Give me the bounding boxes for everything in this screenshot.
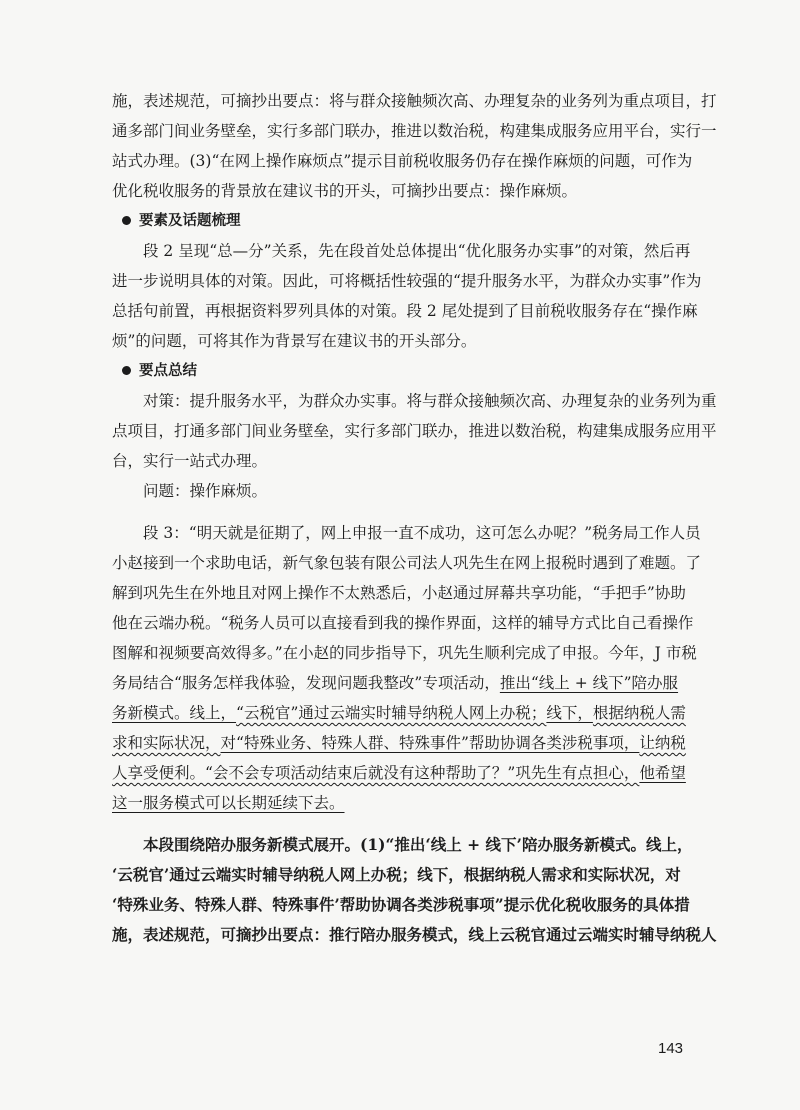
wavy-underlined-text: 求和实际状况， (112, 734, 221, 752)
underlined-text: 线上， (189, 704, 237, 722)
underlined-text: 他希望 (639, 764, 686, 782)
wavy-underlined-text: “云税官”通过云端实时辅导纳税人网上办税； (236, 704, 547, 722)
issue-line: 问题：操作麻烦。 (143, 482, 268, 500)
underlined-text: 推出“线上 + 线下”陪办服 (499, 674, 679, 692)
text-line (112, 788, 708, 818)
heading-text: 要点总结 (139, 363, 197, 379)
paragraph-block1 (112, 86, 717, 206)
text-line: 烦”的问题，可将其作为背景写在建议书的开头部分。 (112, 332, 477, 350)
text-line: 解到巩先生在外地且对网上操作不太熟悉后，小赵通过屏幕共享功能，“手把手”协助 (112, 584, 686, 602)
wavy-underlined-text: 根据纳税人需 (592, 704, 686, 722)
bullet-icon (122, 216, 131, 225)
heading-text: 要素及话题梳理 (139, 213, 241, 229)
paragraph-block3 (112, 386, 717, 506)
text-line (112, 728, 708, 758)
paragraph-block2 (112, 236, 708, 356)
text-line: 图解和视频要高效得多。”在小赵的同步指导下，巩先生顺利完成了申报。今年，J 市税 (112, 644, 697, 662)
bullet-icon (122, 366, 131, 375)
text-line: 施，表述规范，可摘抄出要点：推行陪办服务模式，线上云税官通过云端实时辅导纳税人 (112, 925, 717, 944)
text-line: 点项目，打通多部门间业务壁垒，实行多部门联办，推进以数治税，构建集成服务应用平 (112, 422, 717, 440)
text-line: 通多部门间业务壁垒，实行多部门联办，推进以数治税，构建集成服务应用平台，实行一 (112, 122, 717, 140)
text-line (112, 758, 708, 788)
text-line: 进一步说明具体的对策。因此，可将概括性较强的“提升服务水平，为群众办实事”作为 (112, 272, 702, 290)
page-number: 143 (658, 1040, 684, 1057)
text-line: ‘云税官’通过云端实时辅导纳税人网上办税；线下，根据纳税人需求和实际状况，对 (112, 865, 681, 884)
paragraph-block4 (112, 830, 717, 950)
underlined-text: 务新模式。 (112, 704, 190, 722)
text-line: 施，表述规范，可摘抄出要点：将与群众接触频次高、办理复杂的业务列为重点项目，打 (112, 92, 717, 110)
section-heading (112, 356, 708, 386)
document-body (112, 86, 717, 950)
text-line: 总括句前置，再根据资料罗列具体的对策。段 2 尾处提到了目前税收服务存在“操作麻 (112, 302, 698, 320)
wavy-underlined-text: 人享受便利。“会不会专项活动结束后就没有这种帮助了？”巩先生有点担心， (112, 764, 640, 782)
paragraph-source (112, 518, 708, 818)
text-line: 本段围绕陪办服务新模式展开。(1)“推出‘线上 + 线下’陪办服务新模式。线上， (143, 835, 693, 854)
text-line: 段 3：“明天就是征期了，网上申报一直不成功，这可怎么办呢？”税务局工作人员 (143, 524, 701, 542)
text-line: 他在云端办税。“税务人员可以直接看到我的操作界面，这样的辅导方式比自己看操作 (112, 614, 694, 632)
text-line: 台，实行一站式办理。 (112, 452, 268, 470)
text-line: 站式办理。(3)“在网上操作麻烦点”提示目前税收服务仍存在操作麻烦的问题，可作为 (112, 152, 693, 170)
wavy-underlined-text: 让纳税 (639, 734, 686, 752)
underlined-text: 对“特殊业务、特殊人群、特殊事件”帮助协调各类涉税事项， (220, 734, 640, 752)
text-line: 段 2 呈现“总—分”关系，先在段首处总体提出“优化服务办实事”的对策，然后再 (143, 242, 691, 260)
text-line (112, 668, 708, 698)
section-heading (112, 206, 708, 236)
text-line: ‘特殊业务、特殊人群、特殊事件’帮助协调各类涉税事项”提示优化税收服务的具体措 (112, 895, 690, 914)
underlined-text: 线下， (546, 704, 593, 722)
text-line: 优化税收服务的背景放在建议书的开头，可摘抄出要点：操作麻烦。 (112, 182, 578, 200)
underlined-text: 这一服务模式可以长期延续下去。 (112, 794, 345, 812)
text-line (112, 698, 708, 728)
text-line: 对策：提升服务水平，为群众办实事。将与群众接触频次高、办理复杂的业务列为重 (143, 392, 717, 410)
text-segment: 务局结合“服务怎样我体验，发现问题我整改”专项活动， (112, 674, 500, 692)
text-line: 小赵接到一个求助电话，新气象包装有限公司法人巩先生在网上报税时遇到了难题。了 (112, 554, 702, 572)
